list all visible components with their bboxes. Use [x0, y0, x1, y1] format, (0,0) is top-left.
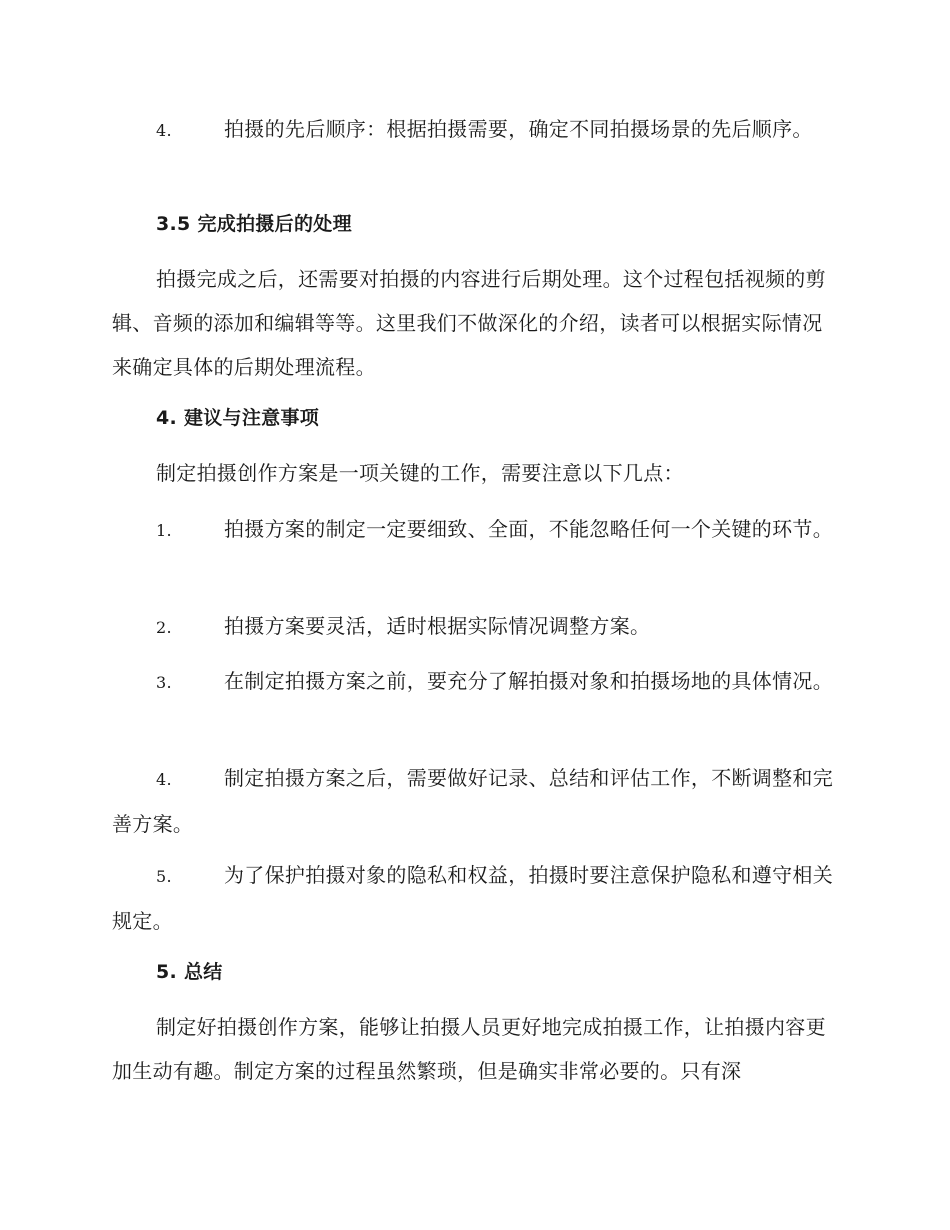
list-item-shooting-order: [112, 107, 838, 153]
list-number: 4.: [156, 770, 172, 789]
list-text: 拍摄方案要灵活，适时根据实际情况调整方案。: [224, 614, 651, 638]
list-item-2: [112, 604, 838, 650]
section-heading-4: 4. 建议与注意事项: [156, 407, 320, 429]
list-text: 制定拍摄方案之后，需要做好记录、总结和评估工作，不断调整和完善方案。: [112, 766, 833, 836]
list-text: 为了保护拍摄对象的隐私和权益，拍摄时要注意保护隐私和遵守相关规定。: [112, 863, 833, 933]
list-item-5: [112, 853, 838, 943]
section-heading-3-5: 3.5 完成拍摄后的处理: [156, 213, 352, 235]
list-item-3: [112, 659, 838, 705]
list-text: 拍摄的先后顺序：根据拍摄需要，确定不同拍摄场景的先后顺序。: [224, 117, 813, 141]
paragraph-post-processing: 拍摄完成之后，还需要对拍摄的内容进行后期处理。这个过程包括视频的剪辑、音频的添加和编辑等等。这里我们不做深化的介绍，读者可以根据实际情况来确定具体的后期处理流程。: [112, 267, 826, 379]
list-item-1: [112, 507, 838, 553]
list-number: 5.: [156, 867, 172, 886]
list-number: 1.: [156, 521, 172, 540]
list-number: 2.: [156, 618, 172, 637]
paragraph-summary: 制定好拍摄创作方案，能够让拍摄人员更好地完成拍摄工作，让拍摄内容更加生动有趣。制定方案的过程虽然繁琐，但是确实非常必要的。只有深: [112, 1015, 826, 1083]
list-item-4: [112, 756, 838, 846]
list-text: 拍摄方案的制定一定要细致、全面，不能忽略任何一个关键的环节。: [224, 517, 833, 541]
list-number: 4.: [156, 121, 172, 140]
list-text: 在制定拍摄方案之前，要充分了解拍摄对象和拍摄场地的具体情况。: [224, 669, 833, 693]
paragraph-advice-intro: 制定拍摄创作方案是一项关键的工作，需要注意以下几点：: [156, 461, 684, 485]
list-number: 3.: [156, 673, 172, 692]
section-heading-5: 5. 总结: [156, 961, 223, 983]
